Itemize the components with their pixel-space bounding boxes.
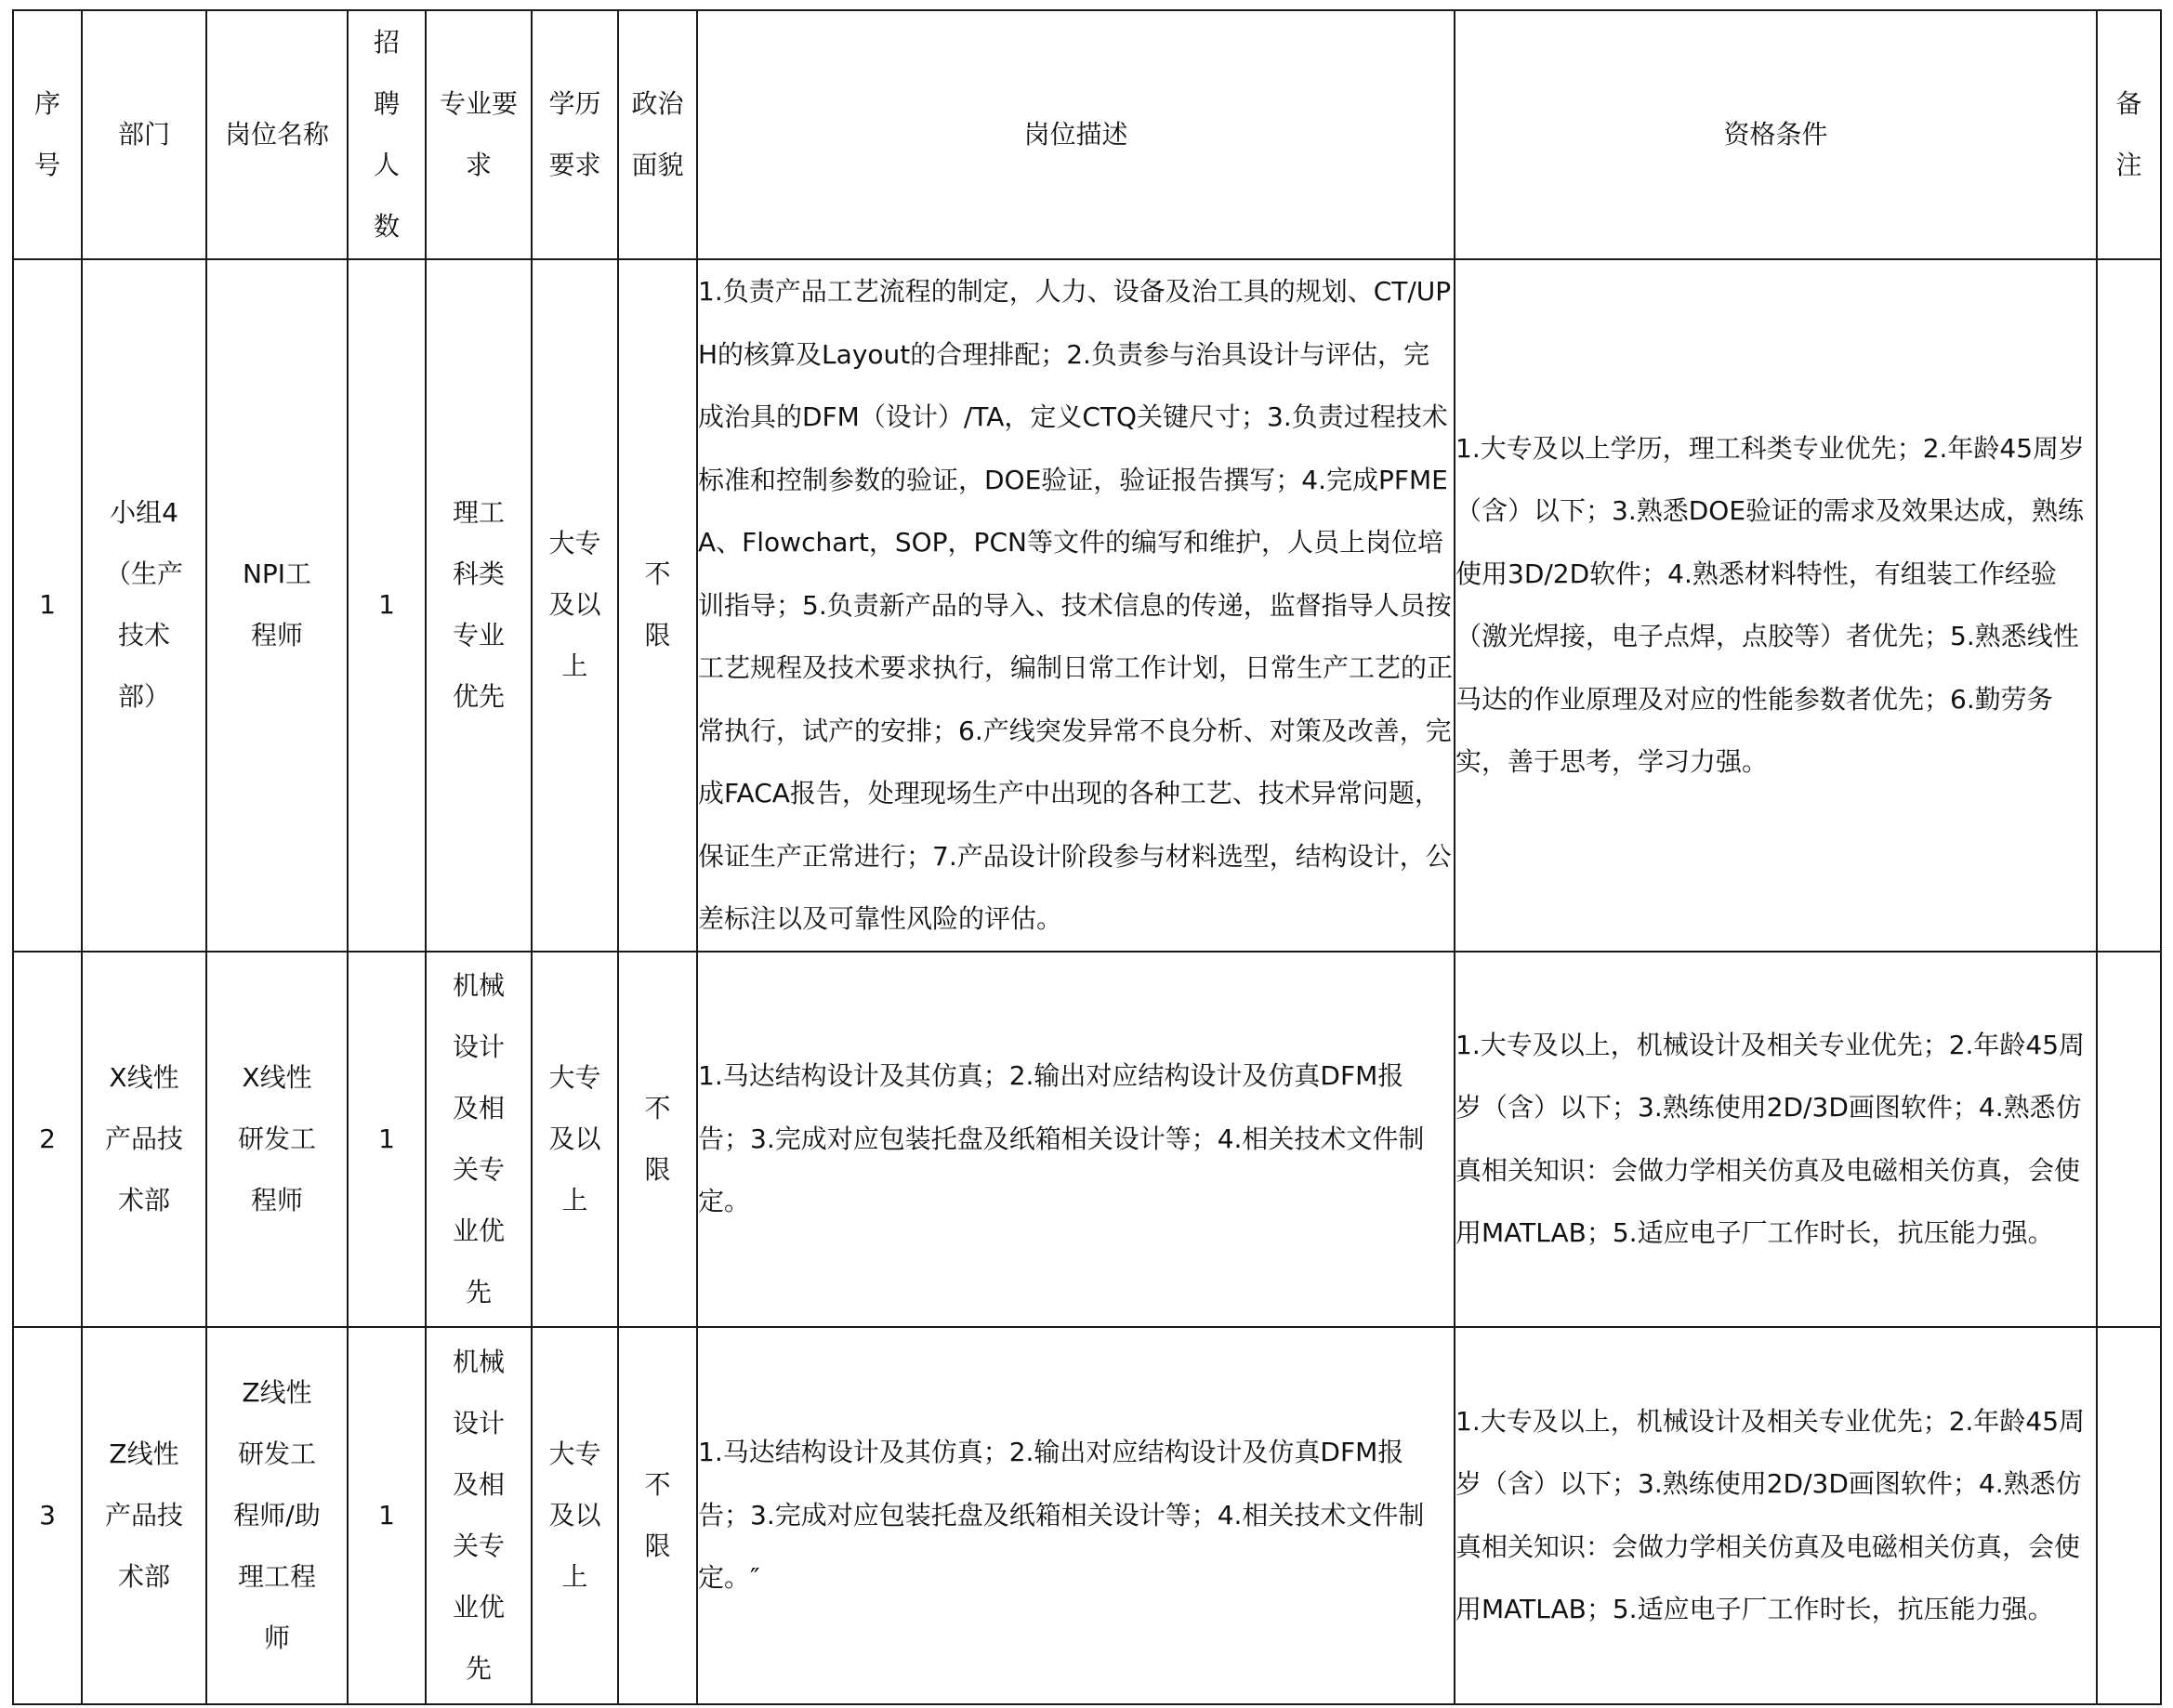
cell-seq: 3 [13,1327,82,1704]
cell-note [2097,1327,2161,1704]
cell-note [2097,952,2161,1327]
cell-position: NPI工程师 [206,259,348,952]
cell-count: 1 [348,1327,426,1704]
header-note: 备注 [2097,10,2161,259]
header-political: 政治面貌 [618,10,697,259]
cell-political: 不限 [618,952,697,1327]
cell-major: 机械设计及相关专业优先 [426,952,532,1327]
header-edu: 学历要求 [532,10,618,259]
cell-count: 1 [348,259,426,952]
recruitment-table [12,9,2162,1705]
cell-desc: 1.马达结构设计及其仿真；2.输出对应结构设计及仿真DFM报告；3.完成对应包装托盘及纸箱相关设计等；4.相关技术文件制定。″ [697,1327,1455,1704]
cell-desc: 1.负责产品工艺流程的制定，人力、设备及治工具的规划、CT/UPH的核算及Layout的合理排配；2.负责参与治具设计与评估，完成治具的DFM（设计）/TA，定义CTQ关键尺寸；3.负责过程技术标准和控制参数的验证，DOE验证，验证报告撰写；4.完成PFMEA、Flowchart，SOP，PCN等文件的编写和维护，人员上岗位培训指导；5.负责新产品的导入、技术信息的传递，监督指导人员按工艺规程及技术要求执行，编制日常工作计划，日常生产工艺的正常执行，试产的安排；6.产线突发异常不良分析、对策及改善，完成FACA报告，处理现场生产中出现的各种工艺、技术异常问题，保证生产正常进行；7.产品设计阶段参与材料选型，结构设计，公差标注以及可靠性风险的评估。 [697,259,1455,952]
cell-major: 理工科类专业优先 [426,259,532,952]
header-position: 岗位名称 [206,10,348,259]
table-row [13,1327,2161,1704]
header-major: 专业要求 [426,10,532,259]
cell-note [2097,259,2161,952]
header-count: 招聘人数 [348,10,426,259]
table-row [13,259,2161,952]
cell-major: 机械设计及相关专业优先 [426,1327,532,1704]
header-qual: 资格条件 [1455,10,2097,259]
cell-count: 1 [348,952,426,1327]
cell-edu: 大专及以上 [532,259,618,952]
header-seq: 序号 [13,10,82,259]
header-desc: 岗位描述 [697,10,1455,259]
cell-political: 不限 [618,1327,697,1704]
cell-position: X线性研发工程师 [206,952,348,1327]
header-row [13,10,2161,259]
cell-dept: X线性产品技术部 [82,952,206,1327]
cell-dept: 小组4（生产技术部） [82,259,206,952]
cell-seq: 2 [13,952,82,1327]
cell-position: Z线性研发工程师/助理工程师 [206,1327,348,1704]
cell-seq: 1 [13,259,82,952]
cell-edu: 大专及以上 [532,952,618,1327]
cell-political: 不限 [618,259,697,952]
cell-qual: 1.大专及以上学历，理工科类专业优先；2.年龄45周岁（含）以下；3.熟悉DOE验证的需求及效果达成，熟练使用3D/2D软件；4.熟悉材料特性，有组装工作经验（激光焊接，电子点焊，点胶等）者优先；5.熟悉线性马达的作业原理及对应的性能参数者优先；6.勤劳务实，善于思考，学习力强。 [1455,259,2097,952]
cell-qual: 1.大专及以上，机械设计及相关专业优先；2.年龄45周岁（含）以下；3.熟练使用2D/3D画图软件；4.熟悉仿真相关知识：会做力学相关仿真及电磁相关仿真，会使用MATLAB；5.适应电子厂工作时长，抗压能力强。 [1455,1327,2097,1704]
cell-qual: 1.大专及以上，机械设计及相关专业优先；2.年龄45周岁（含）以下；3.熟练使用2D/3D画图软件；4.熟悉仿真相关知识：会做力学相关仿真及电磁相关仿真，会使用MATLAB；5.适应电子厂工作时长，抗压能力强。 [1455,952,2097,1327]
header-dept: 部门 [82,10,206,259]
cell-edu: 大专及以上 [532,1327,618,1704]
cell-dept: Z线性产品技术部 [82,1327,206,1704]
table-row [13,952,2161,1327]
cell-desc: 1.马达结构设计及其仿真；2.输出对应结构设计及仿真DFM报告；3.完成对应包装托盘及纸箱相关设计等；4.相关技术文件制定。 [697,952,1455,1327]
